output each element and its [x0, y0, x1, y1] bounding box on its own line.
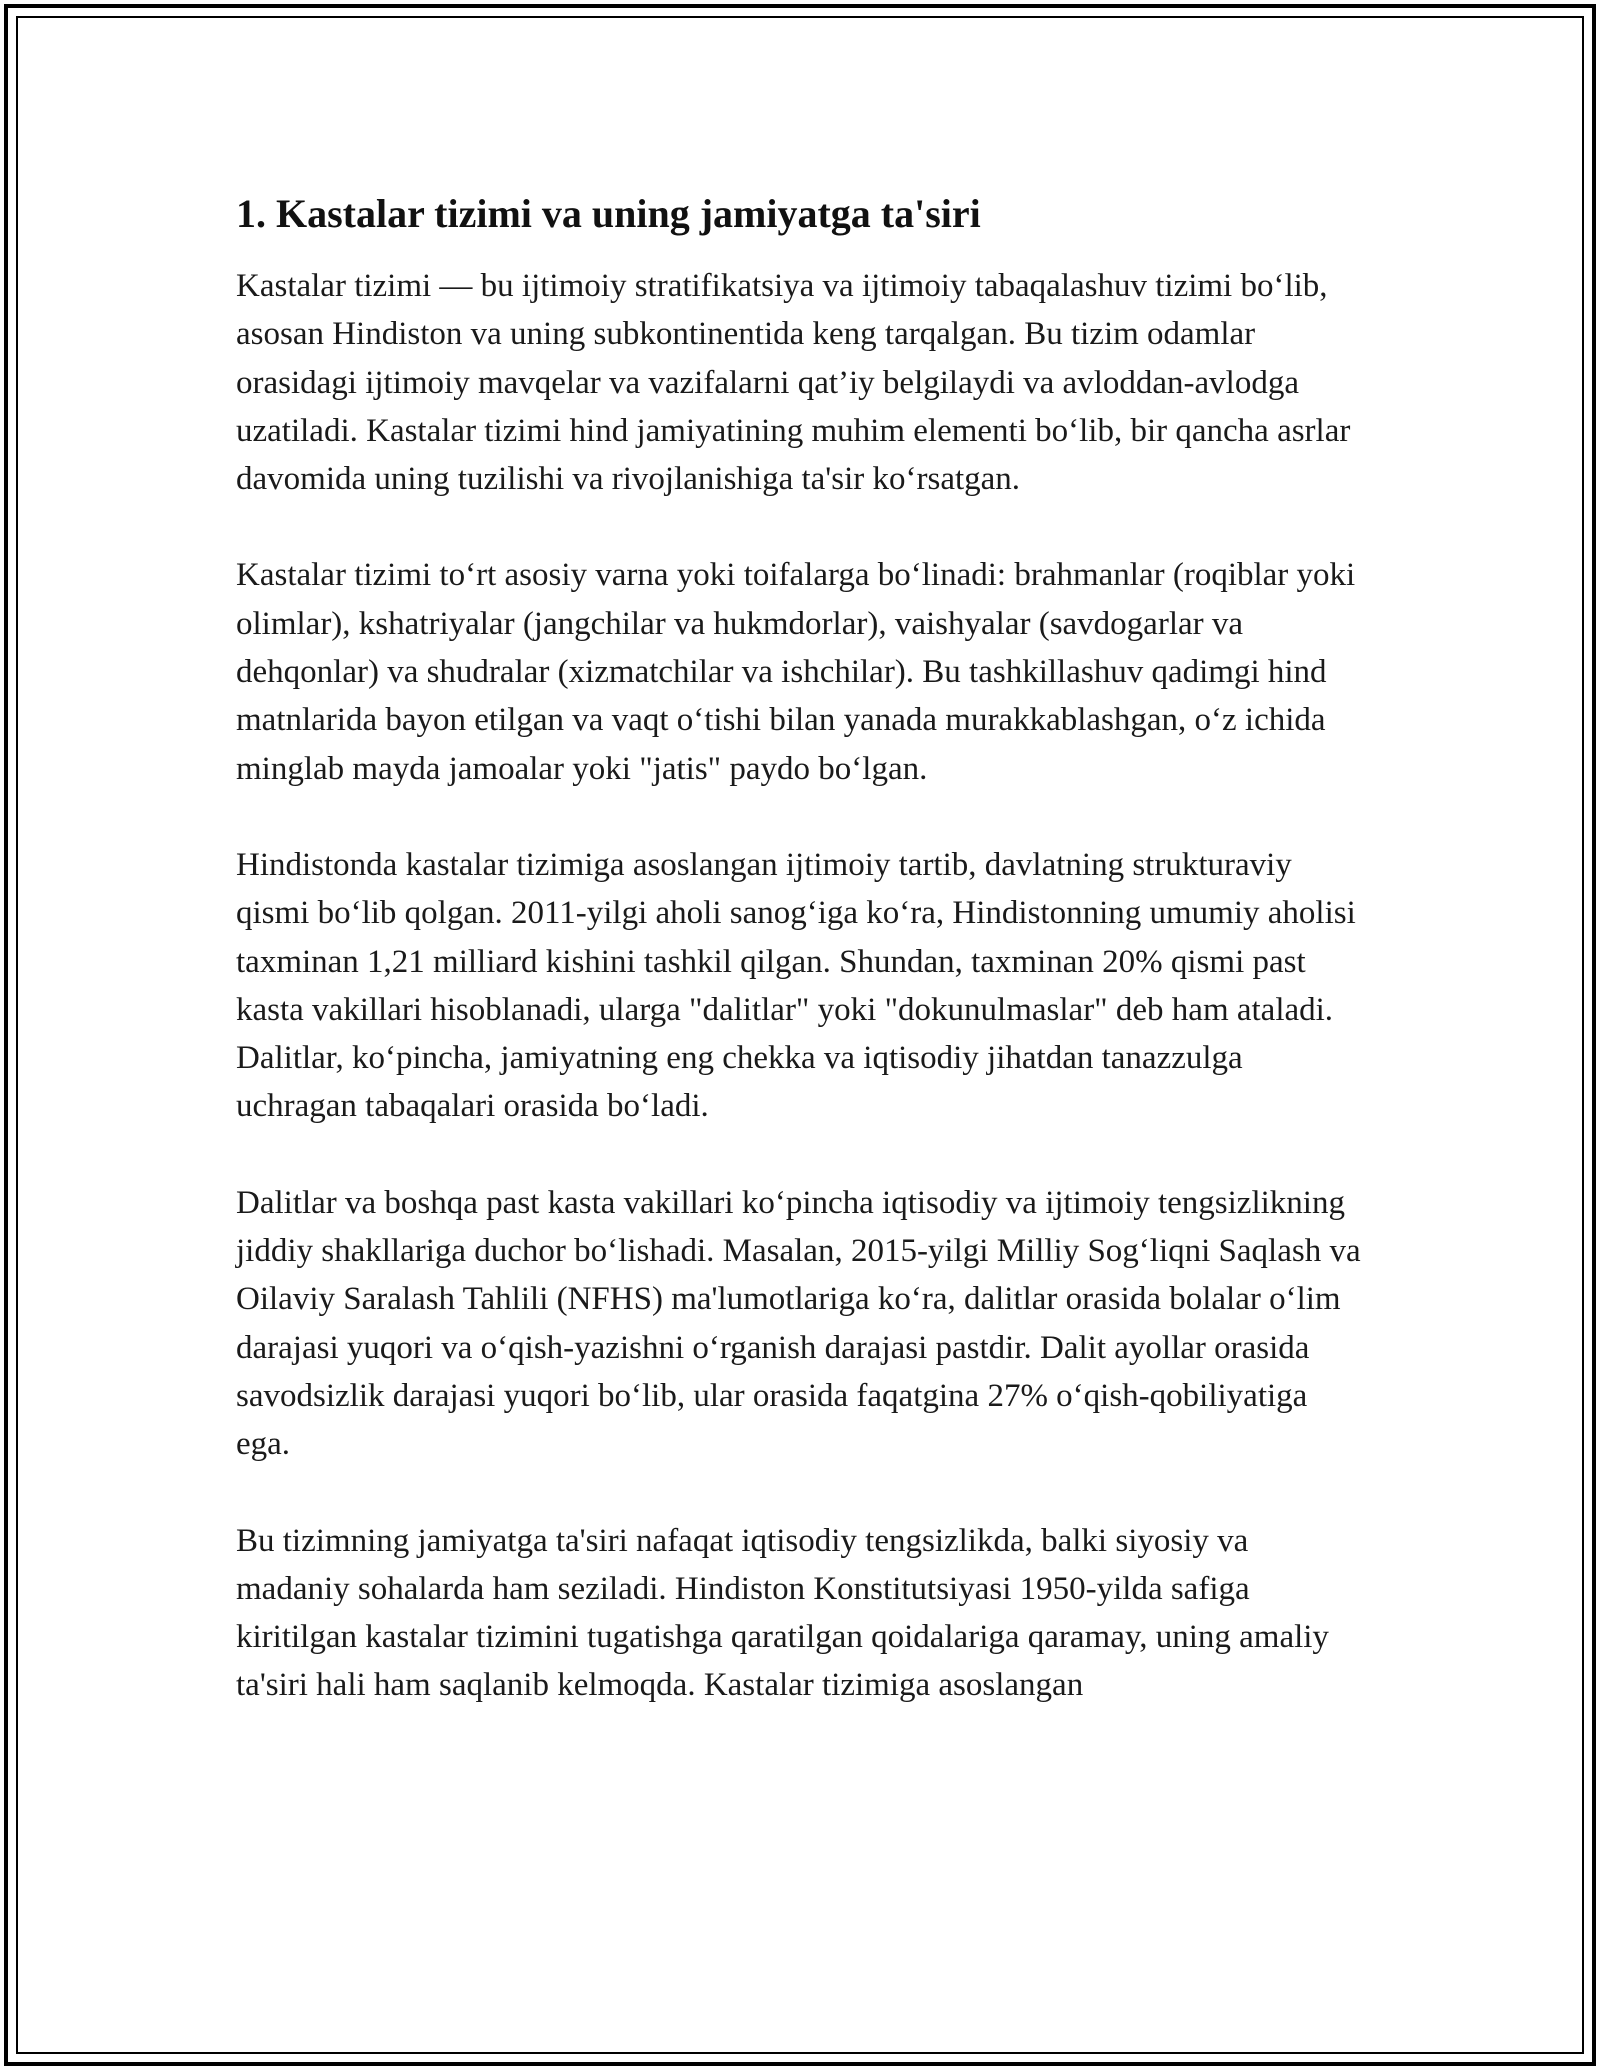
paragraph-1: Kastalar tizimi — bu ijtimoiy stratifikatsiya va ijtimoiy tabaqalashuv tizimi bo‘lib, asosan Hindiston va uning subkontinentida keng tarqalgan. Bu tizim odamlar orasidagi ijtimoiy mavqelar va vazifalarni qat’iy belgilaydi va avloddan-avlodga uzatiladi. Kastalar tizimi hind jamiyatining muhim elementi bo‘lib, bir qancha asrlar davomida uning tuzilishi va rivojlanishiga ta'sir ko‘rsatgan. — [236, 268, 1351, 498]
document-body — [236, 186, 1366, 1758]
section-heading: 1. Kastalar tizimi va uning jamiyatga ta'siri — [236, 191, 981, 236]
paragraph-5: Bu tizimning jamiyatga ta'siri nafaqat iqtisodiy tengsizlikda, balki siyosiy va madaniy sohalarda ham seziladi. Hindiston Konstitutsiyasi 1950-yilda safiga kiritilgan kastalar tizimini tugatishga qaratilgan qoidalariga qaramay, uning amaliy ta'siri hali ham saqlanib kelmoqda. Kastalar tizimiga asoslangan — [236, 1522, 1329, 1704]
paragraph-3: Hindistonda kastalar tizimiga asoslangan ijtimoiy tartib, davlatning strukturaviy qismi bo‘lib qolgan. 2011-yilgi aholi sanog‘iga ko‘ra, Hindistonning umumiy aholisi taxminan 1,21 milliard kishini tashkil qilgan. Shundan, taxminan 20% qismi past kasta vakillari hisoblanadi, ularga "dalitlar" yoki "dokunulmaslar" deb ham ataladi. Dalitlar, ko‘pincha, jamiyatning eng chekka va iqtisodiy jihatdan tanazzulga uchragan tabaqalari orasida bo‘ladi. — [236, 846, 1356, 1125]
paragraph-2: Kastalar tizimi to‘rt asosiy varna yoki toifalarga bo‘linadi: brahmanlar (roqiblar yoki olimlar), kshatriyalar (jangchilar va hukmdorlar), vaishyalar (savdogarlar va dehqonlar) va shudralar (xizmatchilar va ishchilar). Bu tashkillashuv qadimgi hind matnlarida bayon etilgan va vaqt o‘tishi bilan yanada murakkablashgan, o‘z ichida minglab mayda jamoalar yoki "jatis" paydo bo‘lgan. — [236, 557, 1356, 787]
paragraph-4: Dalitlar va boshqa past kasta vakillari ko‘pincha iqtisodiy va ijtimoiy tengsizlikning jiddiy shakllariga duchor bo‘lishadi. Masalan, 2015-yilgi Milliy Sog‘liqni Saqlash va Oilaviy Saralash Tahlili (NFHS) ma'lumotlariga ko‘ra, dalitlar orasida bolalar o‘lim darajasi yuqori va o‘qish-yazishni o‘rganish darajasi pastdir. Dalit ayollar orasida savodsizlik darajasi yuqori bo‘lib, ular orasida faqatgina 27% o‘qish-qobiliyatiga ega. — [236, 1184, 1361, 1463]
